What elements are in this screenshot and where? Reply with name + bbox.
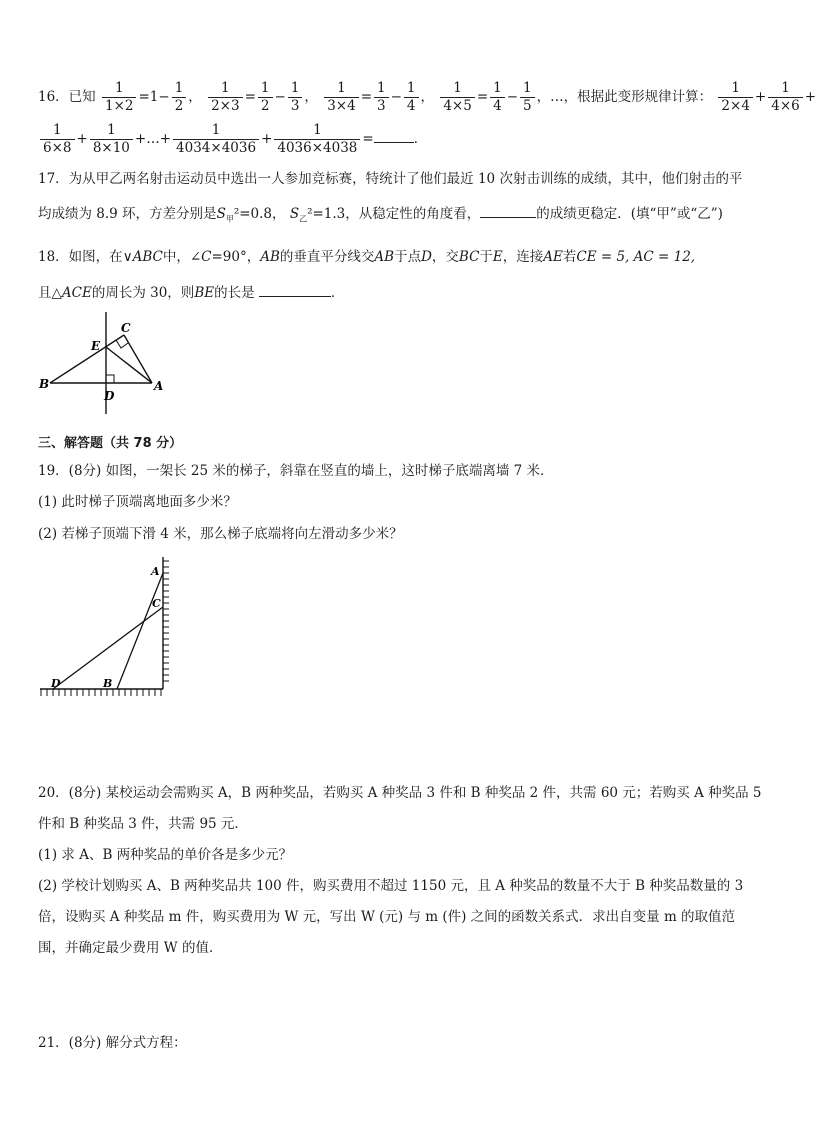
label-b: B	[103, 677, 113, 690]
q20-line2: 件和 B 种奖品 3 件，共需 95 元．	[38, 816, 248, 832]
label-a: A	[151, 565, 160, 578]
q20-sub2-line2: 倍，设购买 A 种奖品 m 件，购买费用为 W 元，写出 W (元) 与 m (件) 之间的函数关系式．求出自变量 m 的取值范	[38, 909, 736, 925]
segment-ae	[106, 347, 152, 383]
q20-sub2-line1: (2) 学校计划购买 A、B 两种奖品共 100 件，购买费用不超过 1150 元，且 A 种奖品的数量不大于 B 种奖品数量的 3	[38, 878, 744, 894]
q17-line1: 17．为从甲乙两名射击运动员中选出一人参加竞标赛，特统计了他们最近 10 次射击训练的成绩，其中，他们射击的平	[38, 171, 743, 187]
q16-ex2-lhs: $\frac{1}{2\times 3}$	[208, 80, 243, 115]
q16-sum-term: $\frac{1}{2\times 4}$	[718, 80, 753, 115]
q16-line2: $\frac{1}{6\times 8}$ + $\frac{1}{8\times 10}$ +…+ $\frac{1}{4034\times 4036}$ + $\frac{1}{4036\times 4038}$ = ．	[38, 122, 427, 157]
q16-sum-term: $\frac{1}{6\times 8}$	[40, 122, 75, 157]
q19-line1: 19．(8分) 如图，一架长 25 米的梯子，斜靠在竖直的墙上，这时梯子底端离墙 7 米．	[38, 463, 554, 479]
label-b: B	[39, 377, 50, 391]
q20-sub2-line3: 围，并确定最少费用 W 的值．	[38, 940, 223, 956]
right-angle-c	[116, 340, 128, 348]
q18-answer-blank	[259, 284, 331, 297]
side-ca	[124, 335, 152, 383]
q16-ex3-lhs: $\frac{1}{3\times 4}$	[324, 80, 359, 115]
label-a: A	[154, 379, 164, 393]
q17-answer-blank	[480, 205, 536, 218]
q16-ex4-lhs: $\frac{1}{4\times 5}$	[440, 80, 475, 115]
label-d: D	[51, 677, 61, 690]
q16-ex1-lhs: $\frac{1}{1\times 2}$	[102, 80, 137, 115]
q16-mid-text: ，…，根据此变形规律计算：	[536, 89, 713, 105]
q16-answer-blank	[374, 130, 414, 143]
q16-sum-term: $\frac{1}{4036\times 4038}$	[274, 122, 360, 157]
q21-line1: 21．(8分) 解分式方程：	[38, 1035, 187, 1051]
q19-figure	[35, 555, 180, 705]
q20-sub1: (1) 求 A、B 两种奖品的单价各是多少元？	[38, 847, 293, 863]
q16-sum-term: $\frac{1}{4034\times 4036}$	[173, 122, 259, 157]
q17-line2: 均成绩为 8.9 环，方差分别是$S_甲^2=0.8$， $S_乙^2=1.3$，从稳定性的角度看， 的成绩更稳定．(填“甲”或“乙”)	[38, 206, 723, 224]
label-e: E	[91, 339, 101, 353]
q19-sub1: (1) 此时梯子顶端离地面多少米？	[38, 494, 237, 510]
label-d: D	[104, 389, 115, 403]
q19-sub2: (2) 若梯子顶端下滑 4 米，那么梯子底端将向左滑动多少米？	[38, 526, 403, 542]
q18-line2: 且△ACE的周长为 30，则BE的长是 ．	[38, 285, 345, 301]
label-c: C	[152, 597, 161, 610]
q18-figure	[30, 310, 170, 420]
q16-prefix: 16．已知	[38, 89, 96, 105]
q16-sum-term: $\frac{1}{8\times 10}$	[90, 122, 133, 157]
q18-line1: 18．如图，在∨ABC中，∠C=90°，AB的垂直平分线交AB于点D，交BC于E，连接AE若CE = 5, AC = 12,	[38, 249, 696, 265]
q16-sum-term: $\frac{1}{4\times 6}$	[768, 80, 803, 115]
side-bc	[50, 335, 124, 383]
ladder-ab	[117, 573, 163, 689]
q20-line1: 20．(8分) 某校运动会需购买 A，B 两种奖品，若购买 A 种奖品 3 件和 B 种奖品 2 件，共需 60 元；若购买 A 种奖品 5	[38, 785, 762, 801]
right-angle-d	[106, 375, 114, 383]
section3-title: 三、解答题（共 78 分）	[38, 436, 183, 451]
label-c: C	[121, 321, 131, 335]
q16-line1: 16．已知 $\frac{1}{1\times 2}$ =1− $\frac{1}{2}$ ， $\frac{1}{2\times 3}$ = $\frac{1}{2}$ − $\frac{1}{3}$ ， $\frac{1}{3\times 4}$ = $\frac{1}{3}$ − $\frac{1}{4}$ ， $\frac{1}{4\times 5}$ = $\frac{1}{4}$ − $\frac{1}{5}$ ，…，根据此变形规律计算： $\frac{1}{2\times 4}$ + $\frac{1}{4\times 6}$ +	[38, 80, 816, 114]
